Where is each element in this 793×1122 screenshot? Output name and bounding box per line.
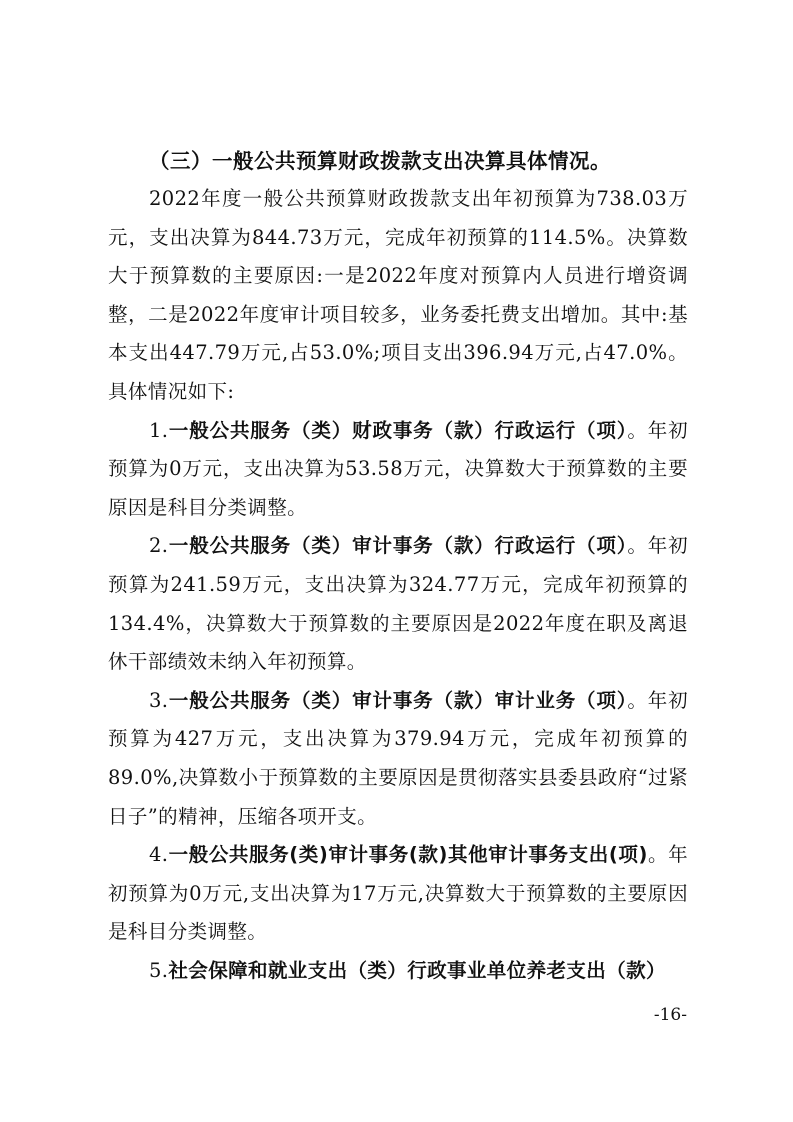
item-number: 2.	[149, 534, 169, 558]
intro-paragraph: 2022年度一般公共预算财政拨款支出年初预算为738.03万元，支出决算为844.73万元，完成年初预算的114.5%。决算数大于预算数的主要原因:一是2022年度对预算内人员进行增资调整，二是2022年度审计项目较多，业务委托费支出增加。其中:基本支出447.79万元,占53.0%;项目支出396.94万元,占47.0%。具体情况如下:	[108, 187, 688, 403]
item-paragraph-3	[108, 682, 688, 836]
item-title: 一般公共服务（类）审计事务（款）行政运行（项）	[168, 534, 628, 558]
item-number: 5.	[149, 958, 169, 982]
item-title: 一般公共服务(类)审计事务(款)其他审计事务支出(项)	[168, 843, 648, 867]
section-heading: （三）一般公共预算财政拨款支出决算具体情况。	[149, 149, 611, 173]
item-number: 4.	[149, 843, 169, 867]
item-number: 1.	[149, 418, 169, 442]
item-body: 。年初预算为241.59万元，支出决算为324.77万元，完成年初预算的134.4%，决算数大于预算数的主要原因是2022年度在职及离退休干部绩效未纳入年初预算。	[108, 534, 689, 674]
item-title: 一般公共服务（类）审计事务（款）审计业务（项）	[168, 688, 628, 712]
item-title: 社会保障和就业支出（类）行政事业单位养老支出（款）	[168, 958, 666, 982]
item-paragraph-1	[108, 412, 688, 528]
item-paragraph-4	[108, 836, 688, 952]
item-title: 一般公共服务（类）财政事务（款）行政运行（项）	[168, 418, 628, 442]
item-number: 3.	[149, 688, 169, 712]
page-content	[108, 142, 688, 990]
item-body: 。年初预算为0万元,支出决算为17万元,决算数大于预算数的主要原因是科目分类调整。	[108, 843, 688, 944]
item-body: 。年初预算为427万元，支出决算为379.94万元，完成年初预算的89.0%,决算数小于预算数的主要原因是贯彻落实县委县政府“过紧日子”的精神，压缩各项开支。	[108, 688, 689, 828]
item-paragraph-5	[108, 952, 688, 991]
item-paragraph-2	[108, 527, 688, 681]
page-number: -16-	[653, 1005, 687, 1025]
item-body: 。年初预算为0万元，支出决算为53.58万元，决算数大于预算数的主要原因是科目分类调整。	[108, 418, 689, 519]
